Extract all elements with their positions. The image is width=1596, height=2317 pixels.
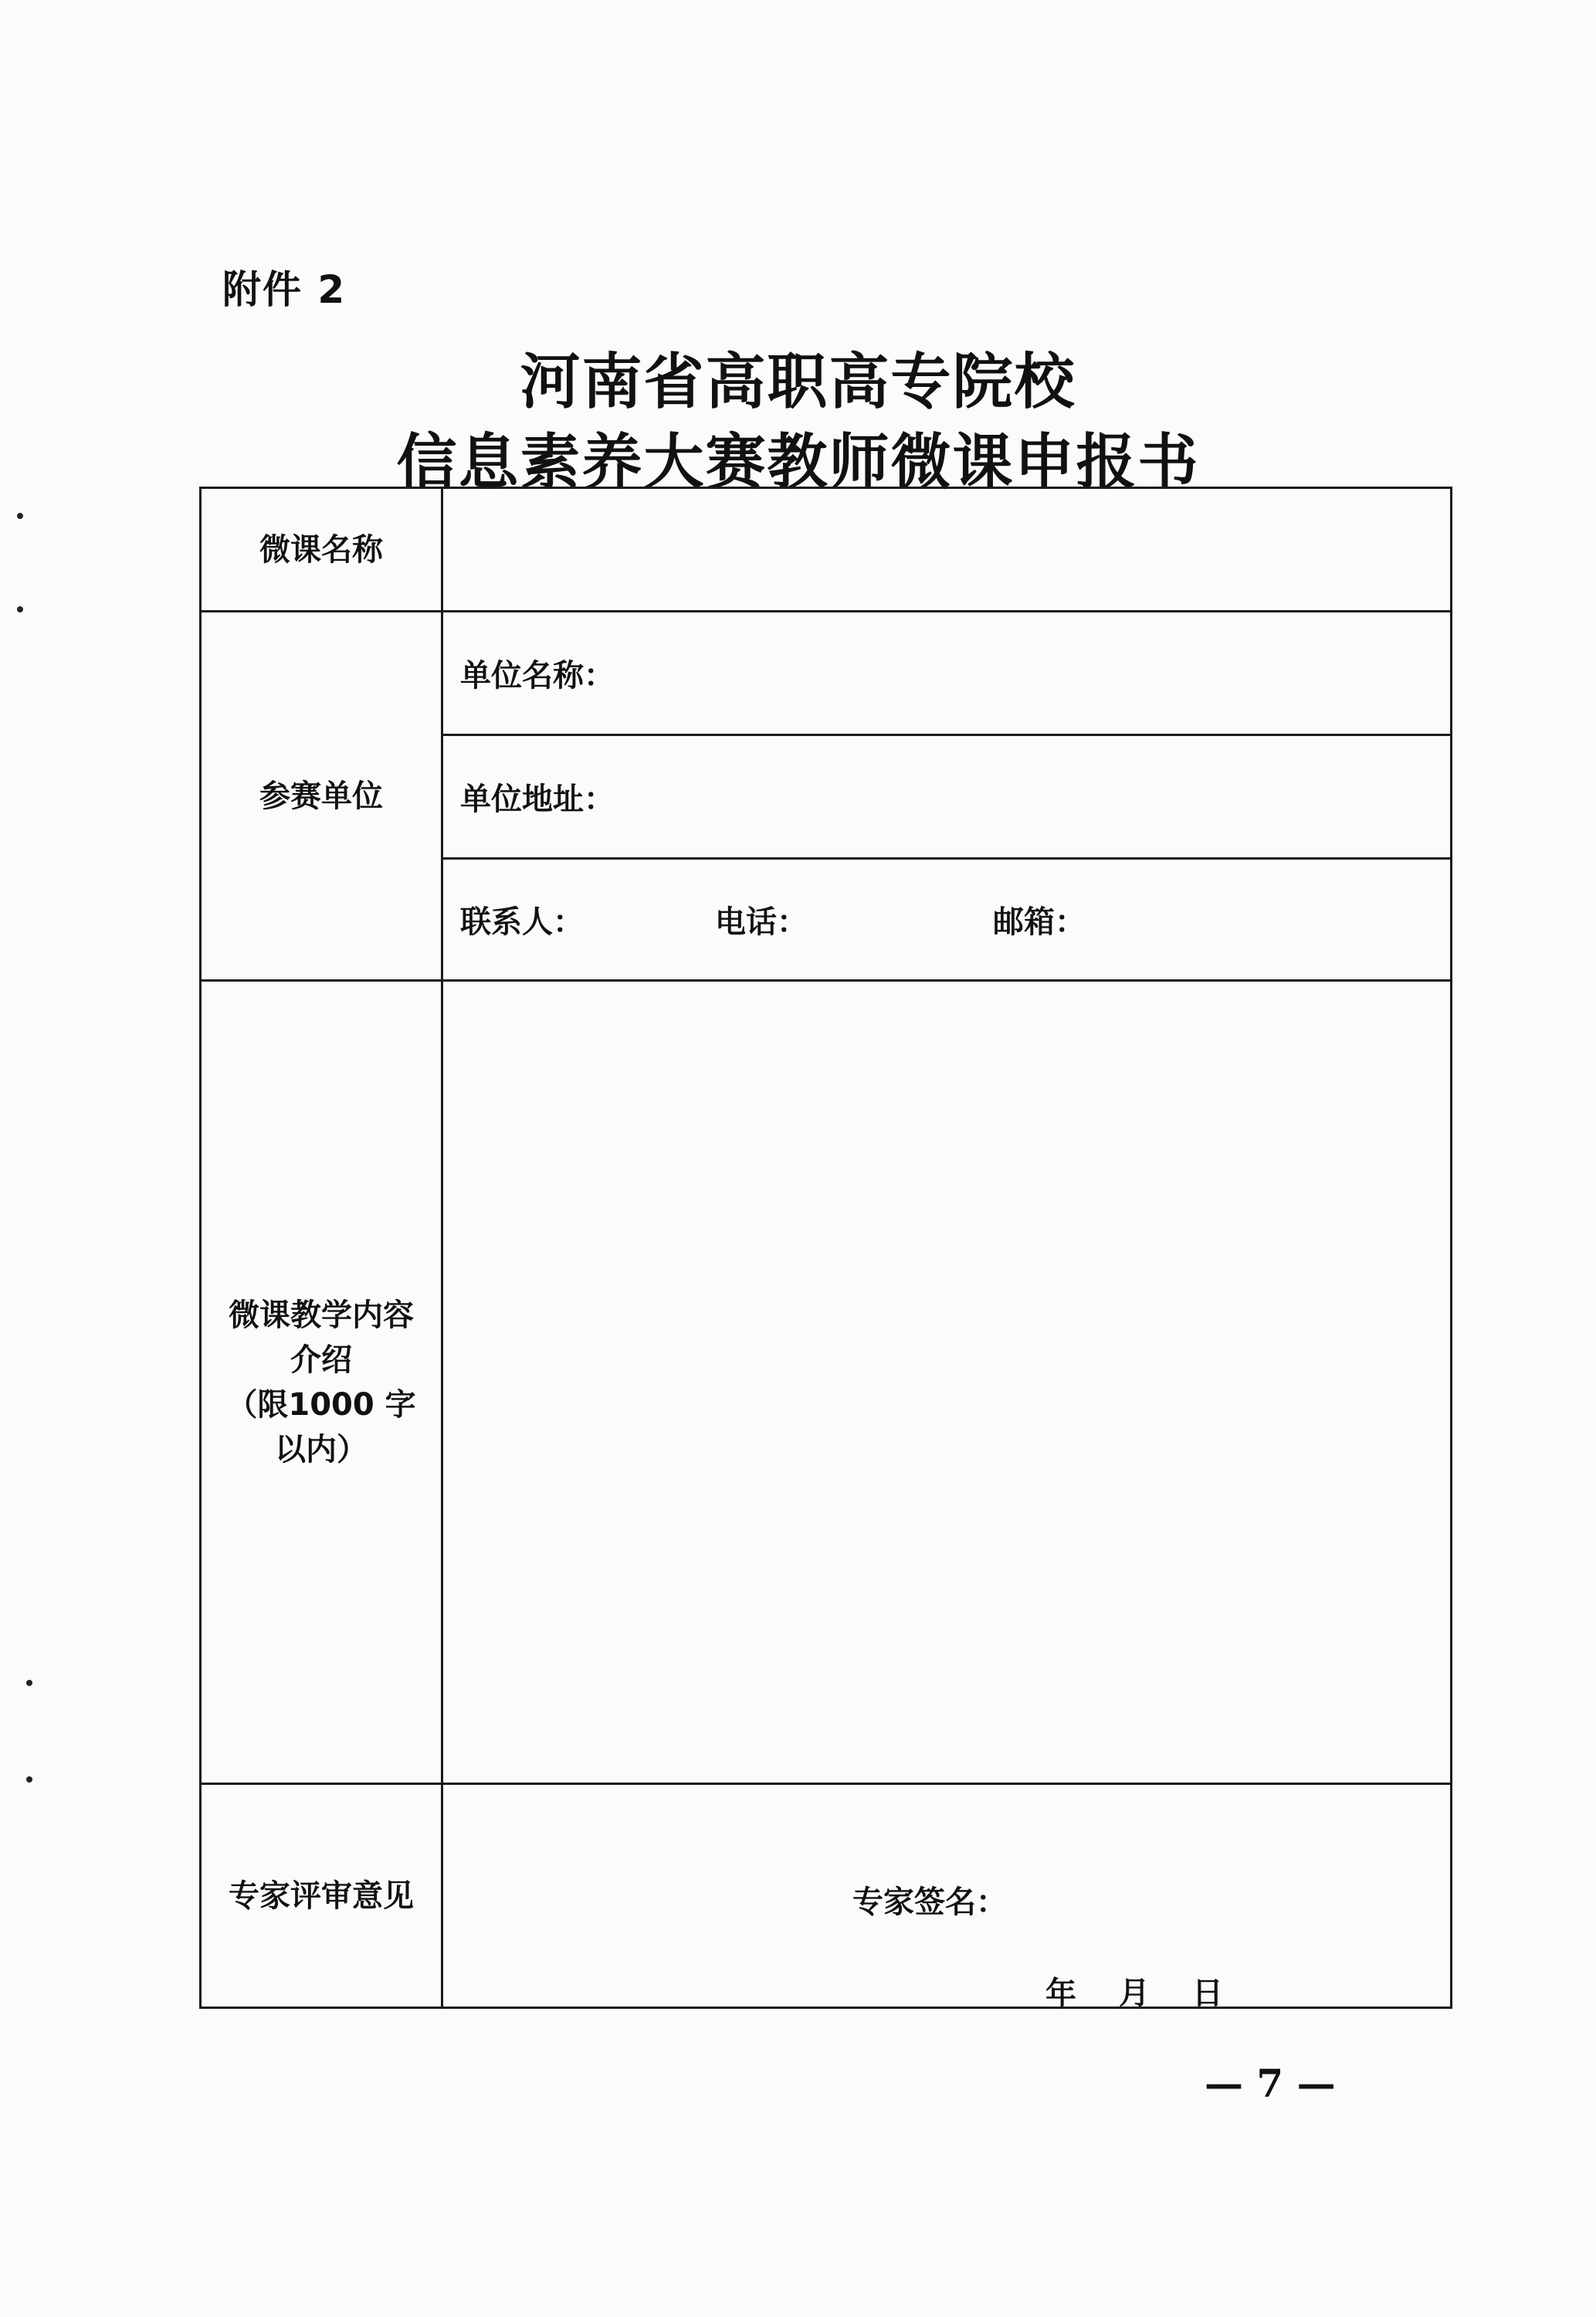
intro-label xyxy=(201,981,442,1784)
date-line xyxy=(1045,1969,1223,2013)
unit-address-field[interactable] xyxy=(442,735,1452,859)
scan-speck xyxy=(26,1776,32,1783)
intro-field[interactable] xyxy=(442,981,1452,1784)
attachment-label: 附件 2 xyxy=(222,267,347,312)
document-title-line2: 信息素养大赛教师微课申报书 xyxy=(396,427,1200,497)
scan-speck xyxy=(26,1680,32,1686)
date-year: 年 xyxy=(1045,1976,1076,2011)
course-name-label: 微课名称 xyxy=(201,488,442,612)
intro-label-line2: 介绍 xyxy=(290,1342,352,1378)
scan-speck xyxy=(17,513,23,519)
email-label: 邮箱： xyxy=(993,904,1086,940)
course-name-row xyxy=(201,488,1452,612)
phone-label: 电话： xyxy=(715,904,808,940)
intro-label-line4: 以内） xyxy=(275,1431,368,1467)
unit-name-label: 单位名称： xyxy=(460,658,615,694)
course-name-field[interactable] xyxy=(442,488,1452,612)
intro-row xyxy=(201,981,1452,1784)
signature-label: 专家签名： xyxy=(852,1884,1007,1920)
review-row xyxy=(201,1784,1452,2008)
contact-field[interactable] xyxy=(442,859,1452,981)
review-label: 专家评审意见 xyxy=(201,1784,442,2008)
intro-label-line1: 微课教学内容 xyxy=(229,1297,414,1333)
unit-label: 参赛单位 xyxy=(201,612,442,981)
review-field[interactable] xyxy=(442,1784,1452,2011)
unit-address-label: 单位地址： xyxy=(460,782,615,817)
document-title-line1: 河南省高职高专院校 xyxy=(520,347,1076,417)
contact-person-label: 联系人： xyxy=(460,904,584,940)
unit-name-field[interactable] xyxy=(442,612,1452,735)
unit-name-row xyxy=(201,612,1452,735)
date-month: 月 xyxy=(1119,1976,1150,2011)
application-form-table xyxy=(199,487,1452,2009)
date-day: 日 xyxy=(1192,1976,1223,2011)
intro-label-line3: （限1000 字 xyxy=(226,1386,416,1423)
scan-speck xyxy=(17,606,23,612)
page-number: — 7 — xyxy=(1205,2061,1336,2106)
